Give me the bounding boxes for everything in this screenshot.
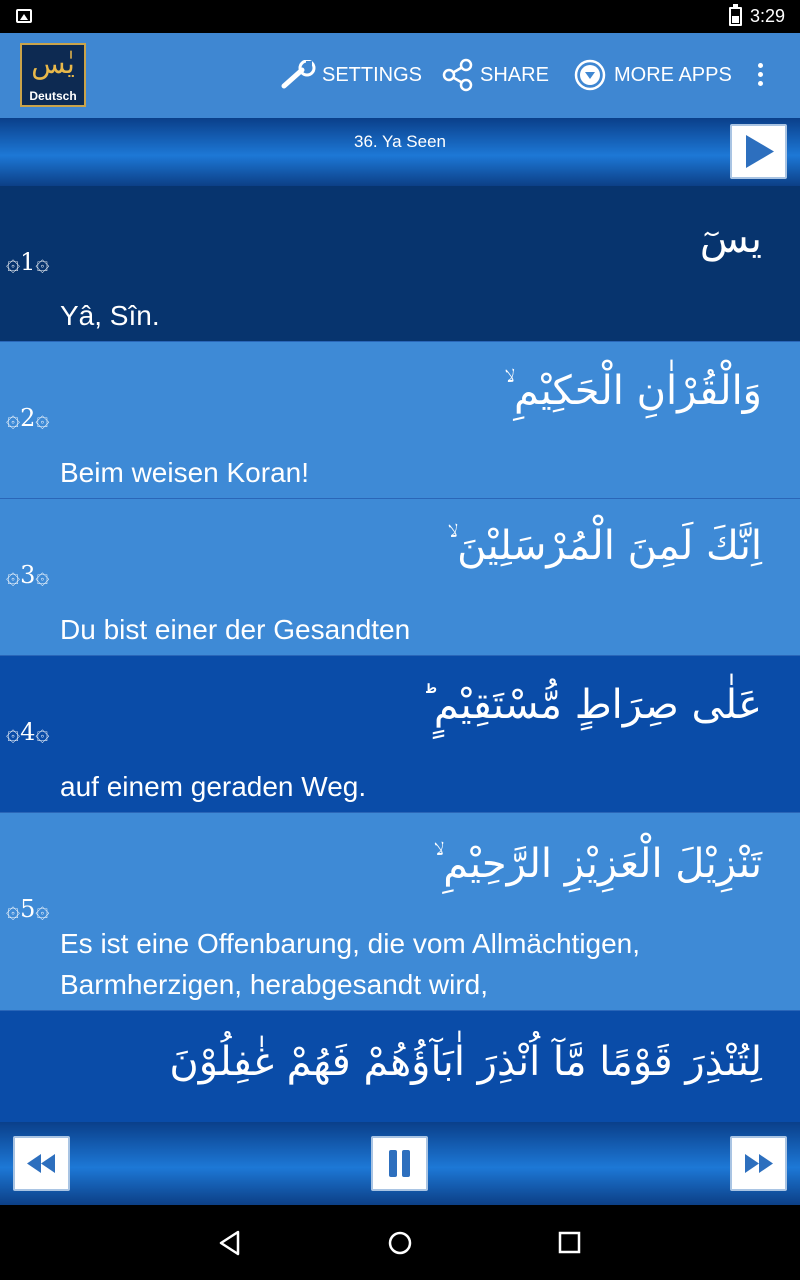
rewind-button[interactable]	[13, 1136, 70, 1191]
translation-line: Yâ, Sîn.	[60, 300, 160, 331]
verse-number-ornament: ۞3۞	[6, 561, 50, 589]
verse-item[interactable]	[0, 1011, 800, 1122]
more-apps-label: MORE APPS	[614, 63, 732, 86]
verse-number-ornament: ۞5۞	[6, 895, 50, 923]
settings-button[interactable]	[278, 57, 422, 93]
verse-item[interactable]	[0, 656, 800, 813]
verse-number-ornament: ۞1۞	[6, 248, 50, 276]
app-logo[interactable]	[20, 43, 86, 107]
verse-item[interactable]	[0, 342, 800, 499]
translation-line: auf einem geraden Weg.	[60, 771, 367, 802]
fast-forward-icon	[732, 1138, 785, 1189]
action-bar	[0, 33, 800, 118]
verse-number: 4	[20, 718, 36, 746]
verse-number-ornament: ۞2۞	[6, 404, 50, 432]
battery-icon	[729, 7, 742, 26]
verse-item[interactable]	[0, 499, 800, 656]
verse-item[interactable]	[0, 813, 800, 1011]
dropdown-circle-icon	[574, 58, 610, 92]
verse-translation	[60, 609, 410, 650]
verse-number: 1	[20, 248, 36, 276]
pause-icon	[373, 1138, 426, 1189]
verse-arabic: وَالْقُرْاٰنِ الْحَكِيْمِ ۙ	[503, 368, 762, 414]
status-bar	[0, 0, 800, 33]
rewind-icon	[15, 1138, 68, 1189]
settings-label: SETTINGS	[322, 63, 423, 86]
verse-list[interactable]	[0, 186, 800, 1122]
verse-number: 3	[20, 561, 36, 589]
surah-title: 36. Ya Seen	[353, 132, 446, 151]
verse-arabic: عَلٰى صِرَاطٍ مُّسْتَقِيْمٍ ؕ	[421, 682, 762, 728]
verse-arabic: لِتُنْذِرَ قَوْمًا مَّآ اُنْذِرَ اٰبَآؤُهُمْ فَهُمْ غٰفِلُوْنَ	[169, 1039, 762, 1085]
translation-line: Du bist einer der Gesandten	[60, 614, 411, 645]
verse-translation	[60, 295, 160, 336]
back-icon[interactable]	[216, 1229, 246, 1257]
verse-arabic: اِنَّكَ لَمِنَ الْمُرْسَلِيْنَ ۙ	[447, 523, 762, 569]
verse-item[interactable]	[0, 186, 800, 342]
translation-line: Barmherzigen, herabgesandt wird,	[60, 969, 489, 1000]
translation-line: Es ist eine Offenbarung, die vom Allmächtigen,	[60, 928, 641, 959]
verse-number: 2	[20, 404, 36, 432]
pause-button[interactable]	[371, 1136, 428, 1191]
verse-arabic: تَنْزِيْلَ الْعَزِيْزِ الرَّحِيْمِ ۙ	[433, 841, 762, 887]
play-icon	[732, 126, 785, 177]
navigation-bar	[0, 1205, 800, 1280]
image-notification-icon	[16, 9, 32, 23]
status-time: 3:29	[750, 6, 786, 26]
share-icon	[440, 58, 476, 92]
verse-number: 5	[20, 895, 36, 923]
translation-line: Beim weisen Koran!	[60, 457, 310, 488]
verse-translation	[60, 452, 309, 493]
yaseen-calligraphy-icon: يٰس	[31, 47, 75, 80]
share-button[interactable]	[440, 57, 549, 93]
recents-icon[interactable]	[557, 1230, 583, 1256]
verse-arabic: يسٓ	[699, 216, 762, 262]
overflow-menu-icon[interactable]	[752, 63, 768, 91]
verse-translation	[60, 923, 640, 1005]
play-button[interactable]	[730, 124, 787, 179]
player-controls	[0, 1122, 800, 1205]
verse-translation	[60, 766, 366, 807]
app-logo-label: Deutsch	[29, 89, 77, 103]
wrench-icon	[278, 60, 318, 90]
share-label: SHARE	[480, 63, 549, 86]
home-icon[interactable]	[386, 1229, 414, 1257]
more-apps-button[interactable]	[574, 57, 732, 93]
verse-number-ornament: ۞4۞	[6, 718, 50, 746]
fast-forward-button[interactable]	[730, 1136, 787, 1191]
surah-header	[0, 118, 800, 186]
